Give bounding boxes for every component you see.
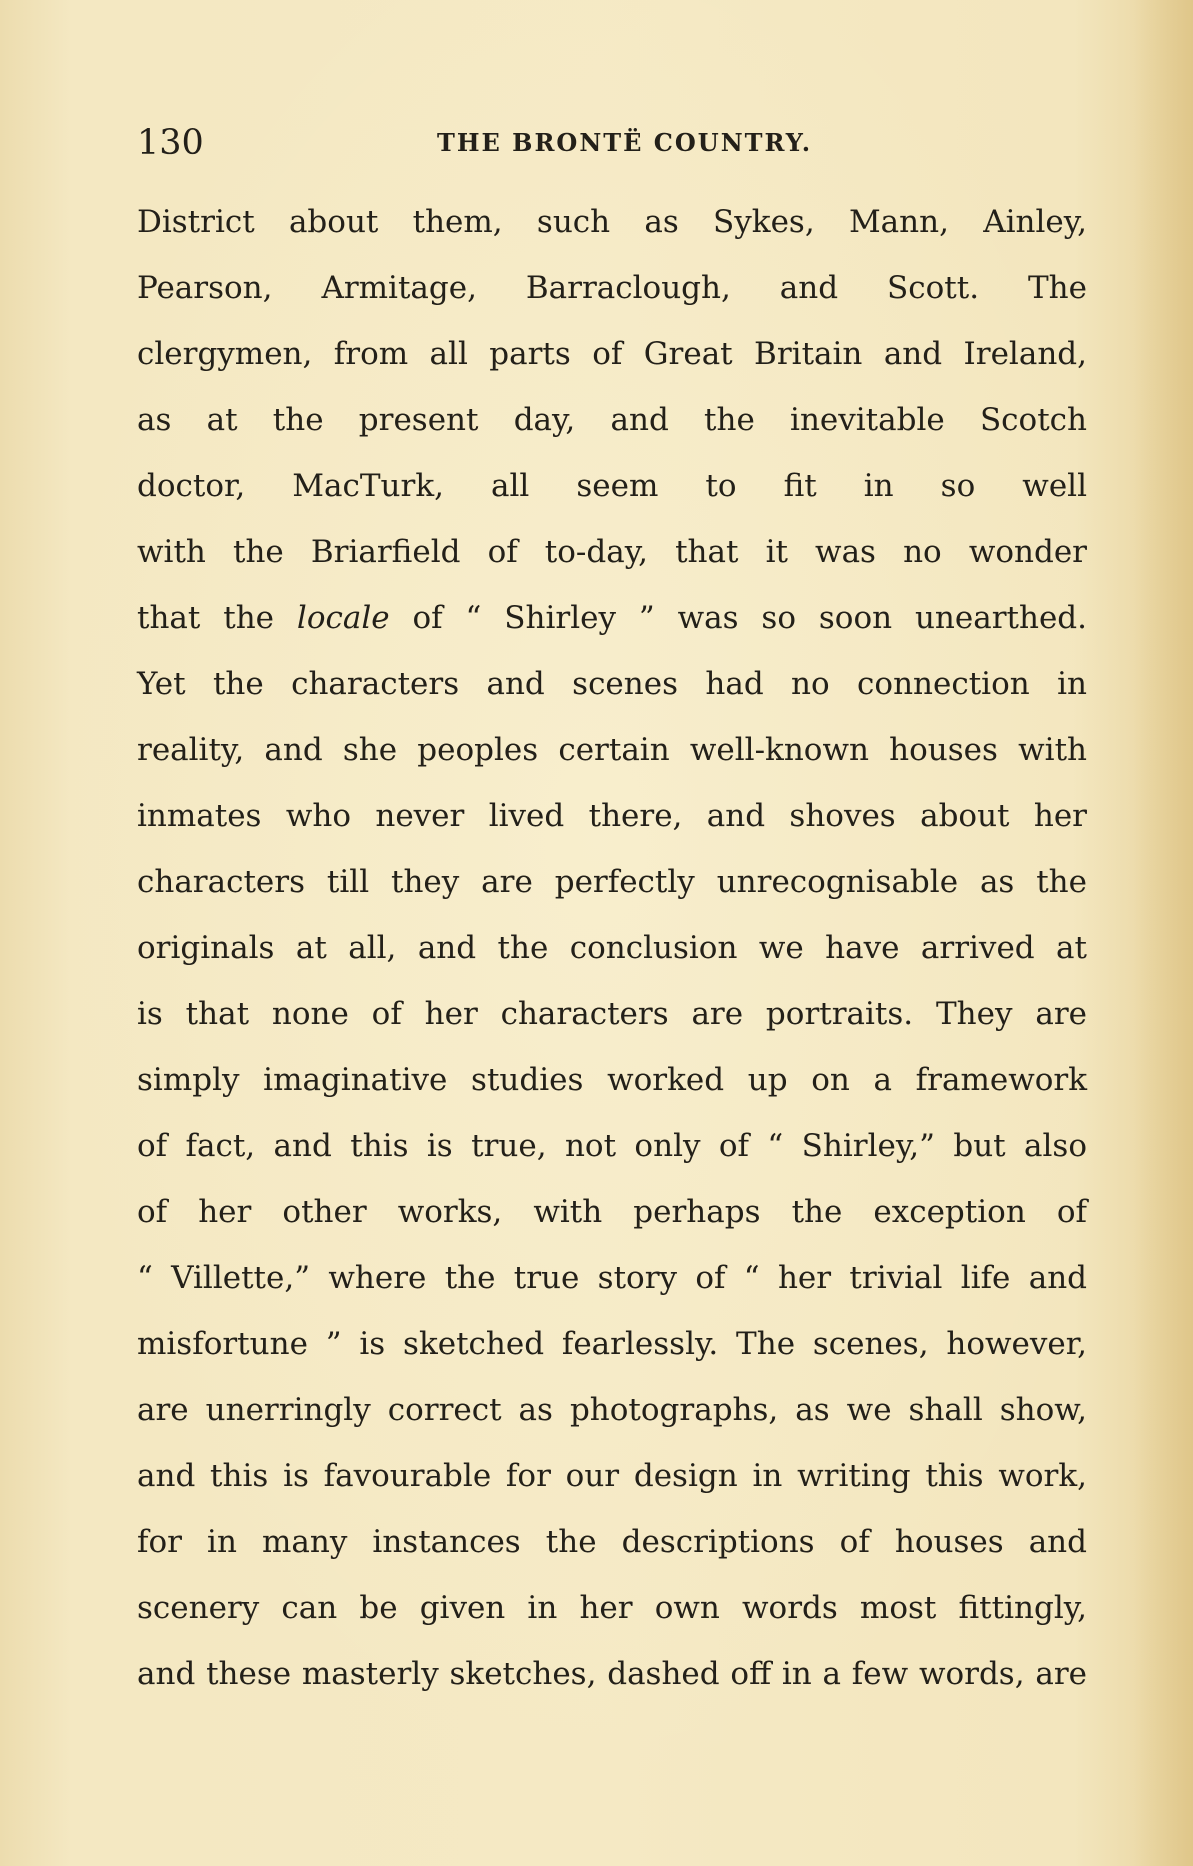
- text-line: reality, and she peoples certain well-known houses with: [137, 732, 1087, 768]
- text-line: “ Villette,” where the true story of “ her trivial life and: [137, 1260, 1087, 1296]
- text-line: that the locale of “ Shirley ” was so soon unearthed.: [137, 600, 1088, 636]
- italic-word: locale: [296, 600, 390, 636]
- body-text: [137, 189, 1087, 1707]
- page-edge-shadow: [1133, 0, 1193, 1866]
- text-line: misfortune ” is sketched fearlessly. The scenes, however,: [137, 1326, 1087, 1362]
- text-line: of fact, and this is true, not only of “ Shirley,” but also: [137, 1128, 1087, 1164]
- text-line: characters till they are perfectly unrecognisable as the: [137, 864, 1087, 900]
- text-line: clergymen, from all parts of Great Britain and Ireland,: [137, 336, 1087, 372]
- text-line: Pearson, Armitage, Barraclough, and Scott. The: [137, 270, 1087, 306]
- text-line: are unerringly correct as photographs, as we shall show,: [137, 1392, 1087, 1428]
- text-line: for in many instances the descriptions of houses and: [137, 1524, 1087, 1560]
- text-line: doctor, MacTurk, all seem to fit in so well: [137, 468, 1087, 504]
- text-line: is that none of her characters are portraits. They are: [137, 996, 1087, 1032]
- text-line: with the Briarfield of to-day, that it was no wonder: [137, 534, 1087, 570]
- text-line: Yet the characters and scenes had no connection in: [137, 666, 1087, 702]
- text-line: scenery can be given in her own words most fittingly,: [137, 1590, 1087, 1626]
- text-line: and this is favourable for our design in writing this work,: [137, 1458, 1087, 1494]
- text-line: District about them, such as Sykes, Mann, Ainley,: [137, 204, 1087, 240]
- running-head: THE BRONTË COUNTRY.: [437, 128, 813, 157]
- text-line: originals at all, and the conclusion we have arrived at: [137, 930, 1087, 966]
- text-line: of her other works, with perhaps the exception of: [137, 1194, 1087, 1230]
- text-line: inmates who never lived there, and shoves about her: [137, 798, 1087, 834]
- text-line: and these masterly sketches, dashed off in a few words, are: [137, 1656, 1087, 1692]
- text-line: simply imaginative studies worked up on a framework: [137, 1062, 1087, 1098]
- page-number: 130: [137, 123, 204, 163]
- page-header: [137, 118, 1087, 168]
- text-line: as at the present day, and the inevitable Scotch: [137, 402, 1087, 438]
